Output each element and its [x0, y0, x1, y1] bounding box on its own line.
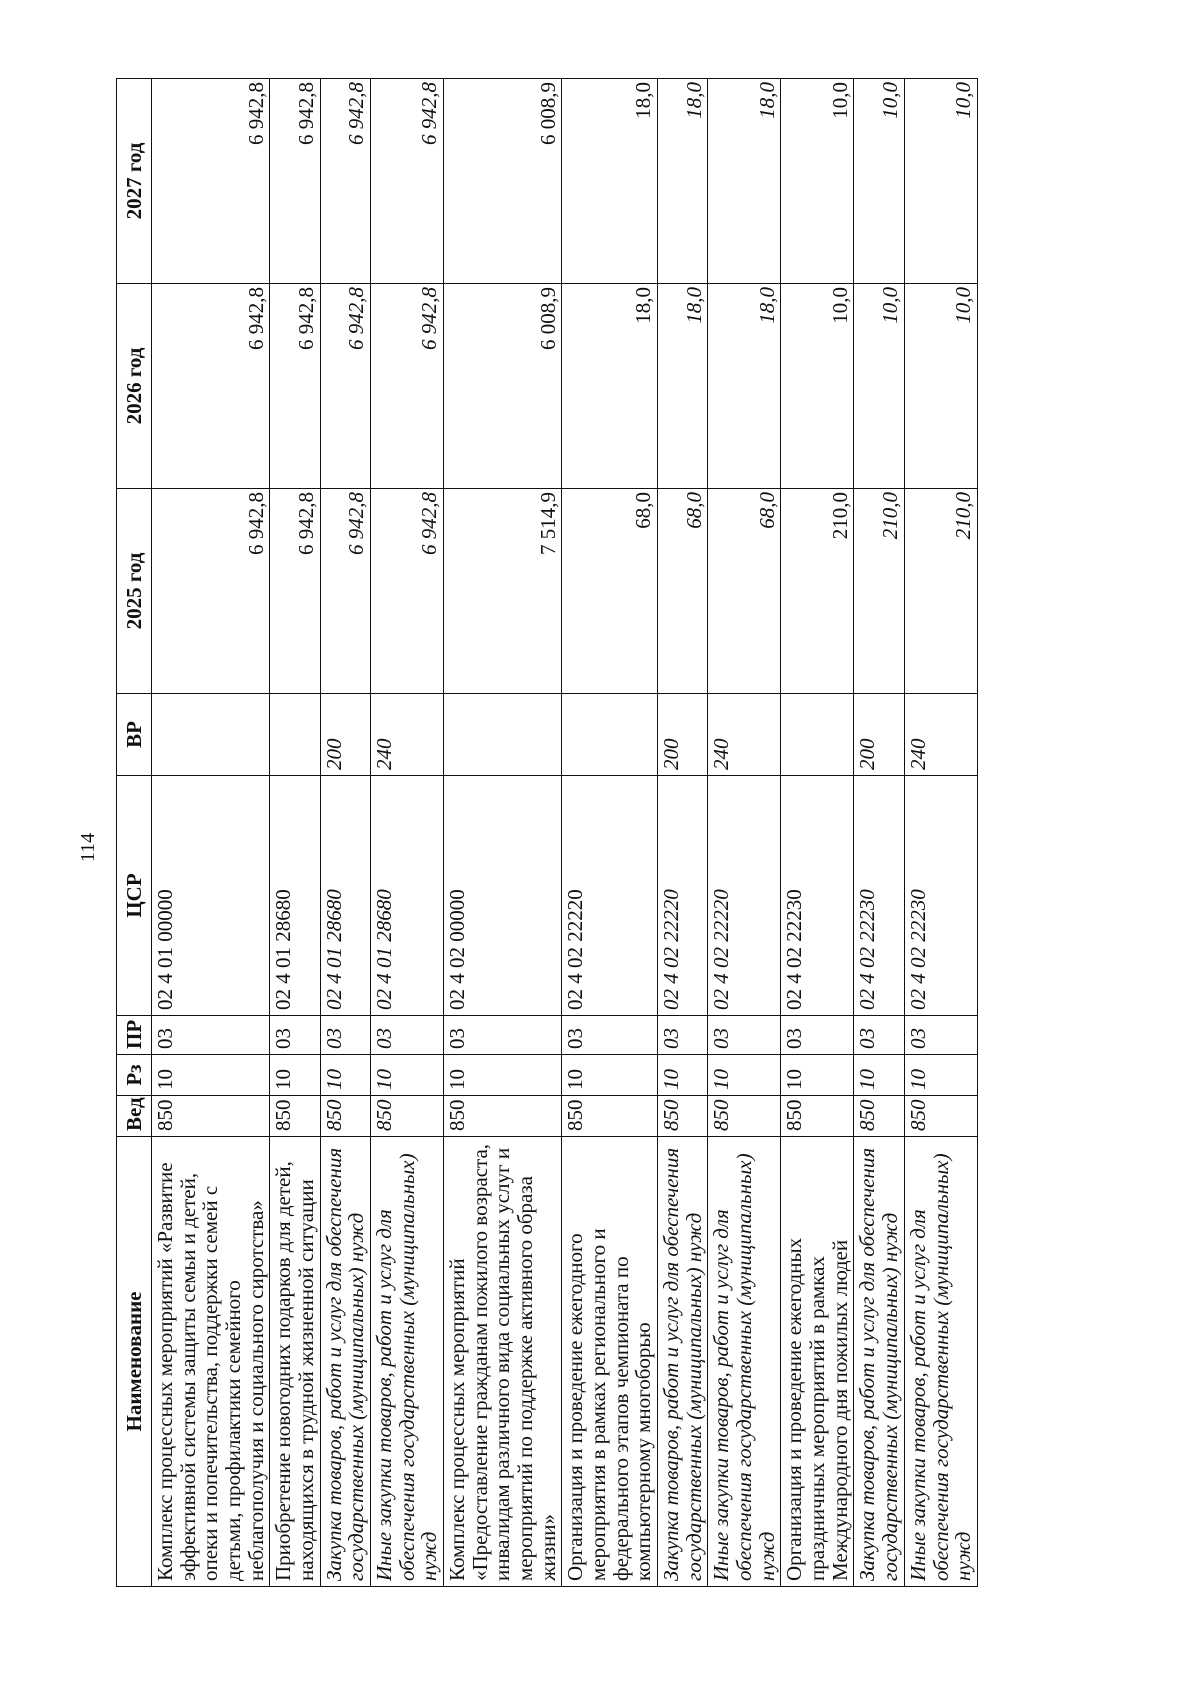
header-rz: Рз	[117, 1055, 152, 1096]
cell-2026: 10,0	[781, 284, 854, 489]
cell-vr	[562, 694, 658, 776]
cell-2026: 6 942,8	[320, 284, 370, 489]
cell-name: Приобретение новогодних подарков для детей, находящихся в трудной жизненной ситуации	[270, 1137, 320, 1587]
cell-pr: 03	[708, 1016, 781, 1055]
cell-csr: 02 4 01 28680	[320, 776, 370, 1016]
cell-ved: 850	[781, 1096, 854, 1137]
table-row	[444, 79, 562, 1587]
cell-pr: 03	[270, 1016, 320, 1055]
cell-csr: 02 4 01 28680	[371, 776, 444, 1016]
cell-2025: 210,0	[904, 489, 977, 694]
cell-name: Закупка товаров, работ и услуг для обеспечения государственных (муниципальных) нужд	[854, 1137, 904, 1587]
cell-rz: 10	[904, 1055, 977, 1096]
cell-2025: 6 942,8	[270, 489, 320, 694]
cell-ved: 850	[444, 1096, 562, 1137]
cell-name: Иные закупки товаров, работ и услуг для обеспечения государственных (муниципальных) нужд	[904, 1137, 977, 1587]
table-body	[152, 79, 978, 1587]
cell-2027: 10,0	[781, 79, 854, 284]
cell-vr: 200	[658, 694, 708, 776]
cell-rz: 10	[444, 1055, 562, 1096]
cell-2025: 6 942,8	[371, 489, 444, 694]
header-csr: ЦСР	[117, 776, 152, 1016]
cell-name: Комплекс процессных мероприятий «Предоставление гражданам пожилого возраста, инвалидам различного вида социальных услуг и мероприятий по поддержке активного образа жизни»	[444, 1137, 562, 1587]
cell-2026: 18,0	[708, 284, 781, 489]
cell-2025: 210,0	[781, 489, 854, 694]
cell-csr: 02 4 02 22220	[562, 776, 658, 1016]
cell-pr: 03	[444, 1016, 562, 1055]
cell-2025: 68,0	[658, 489, 708, 694]
cell-csr: 02 4 02 22230	[904, 776, 977, 1016]
cell-rz: 10	[708, 1055, 781, 1096]
header-ved: Вед	[117, 1096, 152, 1137]
table-row	[708, 79, 781, 1587]
table-row	[270, 79, 320, 1587]
table-row	[152, 79, 270, 1587]
header-2026: 2026 год	[117, 284, 152, 489]
cell-pr: 03	[320, 1016, 370, 1055]
cell-vr: 200	[320, 694, 370, 776]
cell-name: Закупка товаров, работ и услуг для обеспечения государственных (муниципальных) нужд	[658, 1137, 708, 1587]
cell-pr: 03	[781, 1016, 854, 1055]
cell-name: Комплекс процессных мероприятий «Развитие эффективной системы защиты семьи и детей, опеки и попечительства, поддержки семей с детьми, профилактики семейного неблагополучия и социального сиротства»	[152, 1137, 270, 1587]
header-pr: ПР	[117, 1016, 152, 1055]
cell-2027: 6 942,8	[270, 79, 320, 284]
cell-csr: 02 4 02 22220	[658, 776, 708, 1016]
cell-csr: 02 4 02 00000	[444, 776, 562, 1016]
cell-name: Закупка товаров, работ и услуг для обеспечения государственных (муниципальных) нужд	[320, 1137, 370, 1587]
cell-csr: 02 4 01 28680	[270, 776, 320, 1016]
cell-ved: 850	[708, 1096, 781, 1137]
cell-name: Организация и проведение ежегодного мероприятия в рамках регионального и федерального этапов чемпионата по компьютерному многоборью	[562, 1137, 658, 1587]
cell-name: Организация и проведение ежегодных праздничных мероприятий в рамках Международного дня пожилых людей	[781, 1137, 854, 1587]
table-row	[781, 79, 854, 1587]
cell-vr	[444, 694, 562, 776]
table-row	[658, 79, 708, 1587]
cell-2026: 6 942,8	[152, 284, 270, 489]
cell-2025: 6 942,8	[152, 489, 270, 694]
cell-rz: 10	[781, 1055, 854, 1096]
cell-2027: 6 942,8	[152, 79, 270, 284]
budget-table	[116, 78, 978, 1587]
cell-2025: 210,0	[854, 489, 904, 694]
cell-vr: 240	[904, 694, 977, 776]
cell-ved: 850	[270, 1096, 320, 1137]
cell-ved: 850	[658, 1096, 708, 1137]
table-row	[854, 79, 904, 1587]
header-2025: 2025 год	[117, 489, 152, 694]
cell-2026: 10,0	[854, 284, 904, 489]
cell-vr: 200	[854, 694, 904, 776]
table-row	[371, 79, 444, 1587]
cell-name: Иные закупки товаров, работ и услуг для обеспечения государственных (муниципальных) нужд	[371, 1137, 444, 1587]
cell-vr	[152, 694, 270, 776]
header-2027: 2027 год	[117, 79, 152, 284]
cell-pr: 03	[904, 1016, 977, 1055]
cell-2027: 10,0	[904, 79, 977, 284]
cell-rz: 10	[658, 1055, 708, 1096]
cell-2027: 10,0	[854, 79, 904, 284]
header-name: Наименование	[117, 1137, 152, 1587]
cell-2027: 18,0	[562, 79, 658, 284]
cell-2026: 18,0	[562, 284, 658, 489]
cell-2026: 6 942,8	[270, 284, 320, 489]
cell-pr: 03	[658, 1016, 708, 1055]
table-row	[562, 79, 658, 1587]
cell-csr: 02 4 01 00000	[152, 776, 270, 1016]
cell-2025: 68,0	[562, 489, 658, 694]
cell-rz: 10	[562, 1055, 658, 1096]
cell-pr: 03	[562, 1016, 658, 1055]
cell-ved: 850	[152, 1096, 270, 1137]
table-row	[904, 79, 977, 1587]
cell-ved: 850	[371, 1096, 444, 1137]
table-header-row	[117, 79, 152, 1587]
cell-csr: 02 4 02 22220	[708, 776, 781, 1016]
cell-ved: 850	[320, 1096, 370, 1137]
cell-2027: 18,0	[708, 79, 781, 284]
cell-pr: 03	[152, 1016, 270, 1055]
rotated-table-container	[116, 79, 976, 1587]
cell-pr: 03	[371, 1016, 444, 1055]
cell-csr: 02 4 02 22230	[781, 776, 854, 1016]
cell-csr: 02 4 02 22230	[854, 776, 904, 1016]
cell-2027: 6 942,8	[320, 79, 370, 284]
cell-rz: 10	[854, 1055, 904, 1096]
page-number: 114	[77, 832, 100, 863]
table-row	[320, 79, 370, 1587]
cell-vr	[781, 694, 854, 776]
cell-2025: 7 514,9	[444, 489, 562, 694]
cell-rz: 10	[152, 1055, 270, 1096]
cell-ved: 850	[904, 1096, 977, 1137]
cell-ved: 850	[854, 1096, 904, 1137]
cell-rz: 10	[371, 1055, 444, 1096]
cell-pr: 03	[854, 1016, 904, 1055]
cell-2026: 6 942,8	[371, 284, 444, 489]
cell-2027: 18,0	[658, 79, 708, 284]
cell-2025: 6 942,8	[320, 489, 370, 694]
cell-2027: 6 942,8	[371, 79, 444, 284]
cell-name: Иные закупки товаров, работ и услуг для обеспечения государственных (муниципальных) нужд	[708, 1137, 781, 1587]
cell-vr: 240	[371, 694, 444, 776]
cell-2027: 6 008,9	[444, 79, 562, 284]
cell-2026: 6 008,9	[444, 284, 562, 489]
cell-rz: 10	[320, 1055, 370, 1096]
cell-2026: 10,0	[904, 284, 977, 489]
cell-2025: 68,0	[708, 489, 781, 694]
cell-vr	[270, 694, 320, 776]
cell-vr: 240	[708, 694, 781, 776]
cell-rz: 10	[270, 1055, 320, 1096]
cell-2026: 18,0	[658, 284, 708, 489]
cell-ved: 850	[562, 1096, 658, 1137]
header-vr: ВР	[117, 694, 152, 776]
